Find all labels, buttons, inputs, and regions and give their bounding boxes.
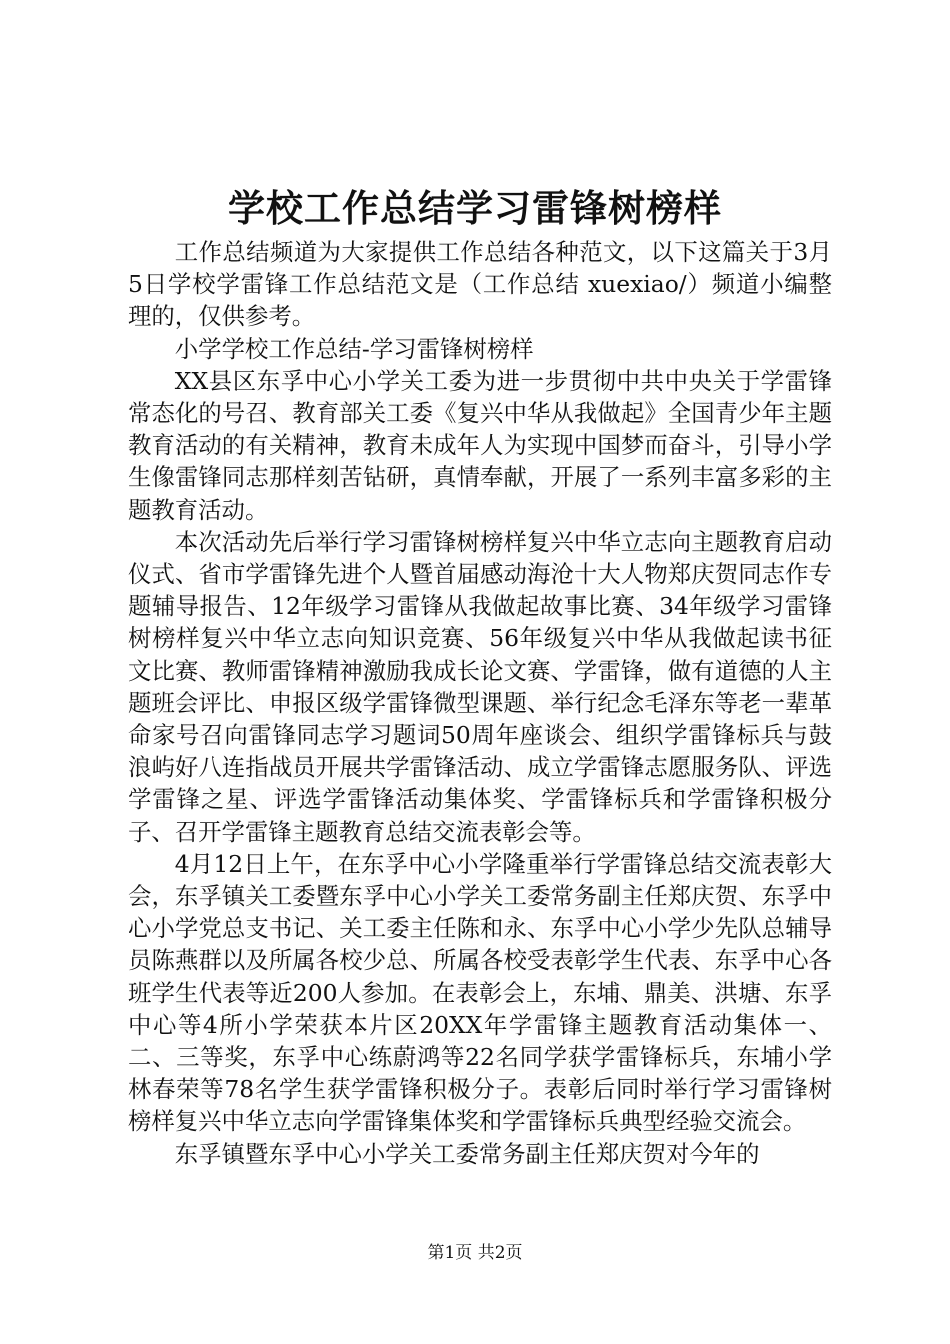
- document-body: [128, 236, 832, 1170]
- paragraph-closing: 东孚镇暨东孚中心小学关工委常务副主任郑庆贺对今年的: [174, 1139, 760, 1168]
- paragraph-intro: 工作总结频道为大家提供工作总结各种范文，以下这篇关于3月5日学校学雷锋工作总结范文是（工作总结 xuexiao/）频道小编整理的，仅供参考。: [128, 238, 832, 331]
- document-title: 学校工作总结学习雷锋树榜样: [228, 186, 722, 230]
- paragraph-subtitle: 小学学校工作总结-学习雷锋树榜样: [174, 334, 534, 363]
- paragraph-ceremony: 4月12日上午，在东孚中心小学隆重举行学雷锋总结交流表彰大会，东孚镇关工委暨东孚中心小学关工委常务副主任郑庆贺、东孚中心小学党总支书记、关工委主任陈和永、东孚中心小学少先队总辅导员陈燕群以及所属各校少总、所属各校受表彰学生代表、东孚中心各班学生代表等近200人参加。在表彰会上，东埔、鼎美、洪塘、东孚中心等4所小学荣获本片区20XX年学雷锋主题教育活动集体一、二、三等奖，东孚中心练蔚鸿等22名同学获学雷锋标兵，东埔小学林春荣等78名学生获学雷锋积极分子。表彰后同时举行学习雷锋树榜样复兴中华立志向学雷锋集体奖和学雷锋标兵典型经验交流会。: [128, 849, 832, 1136]
- paragraph-background: XX县区东孚中心小学关工委为进一步贯彻中共中央关于学雷锋常态化的号召、教育部关工委《复兴中华从我做起》全国青少年主题教育活动的有关精神，教育未成年人为实现中国梦而奋斗，引导小学生像雷锋同志那样刻苦钻研，真情奉献，开展了一系列丰富多彩的主题教育活动。: [128, 366, 832, 524]
- page-number-footer: 第1页 共2页: [427, 1243, 523, 1263]
- paragraph-activities: 本次活动先后举行学习雷锋树榜样复兴中华立志向主题教育启动仪式、省市学雷锋先进个人暨首届感动海沧十大人物郑庆贺同志作专题辅导报告、12年级学习雷锋从我做起故事比赛、34年级学习雷锋树榜样复兴中华立志向知识竞赛、56年级复兴中华从我做起读书征文比赛、教师雷锋精神激励我成长论文赛、学雷锋，做有道德的人主题班会评比、申报区级学雷锋微型课题、举行纪念毛泽东等老一辈革命家号召向雷锋同志学习题词50周年座谈会、组织学雷锋标兵与鼓浪屿好八连指战员开展共学雷锋活动、成立学雷锋志愿服务队、评选学雷锋之星、评选学雷锋活动集体奖、学雷锋标兵和学雷锋积极分子、召开学雷锋主题教育总结交流表彰会等。: [128, 527, 832, 846]
